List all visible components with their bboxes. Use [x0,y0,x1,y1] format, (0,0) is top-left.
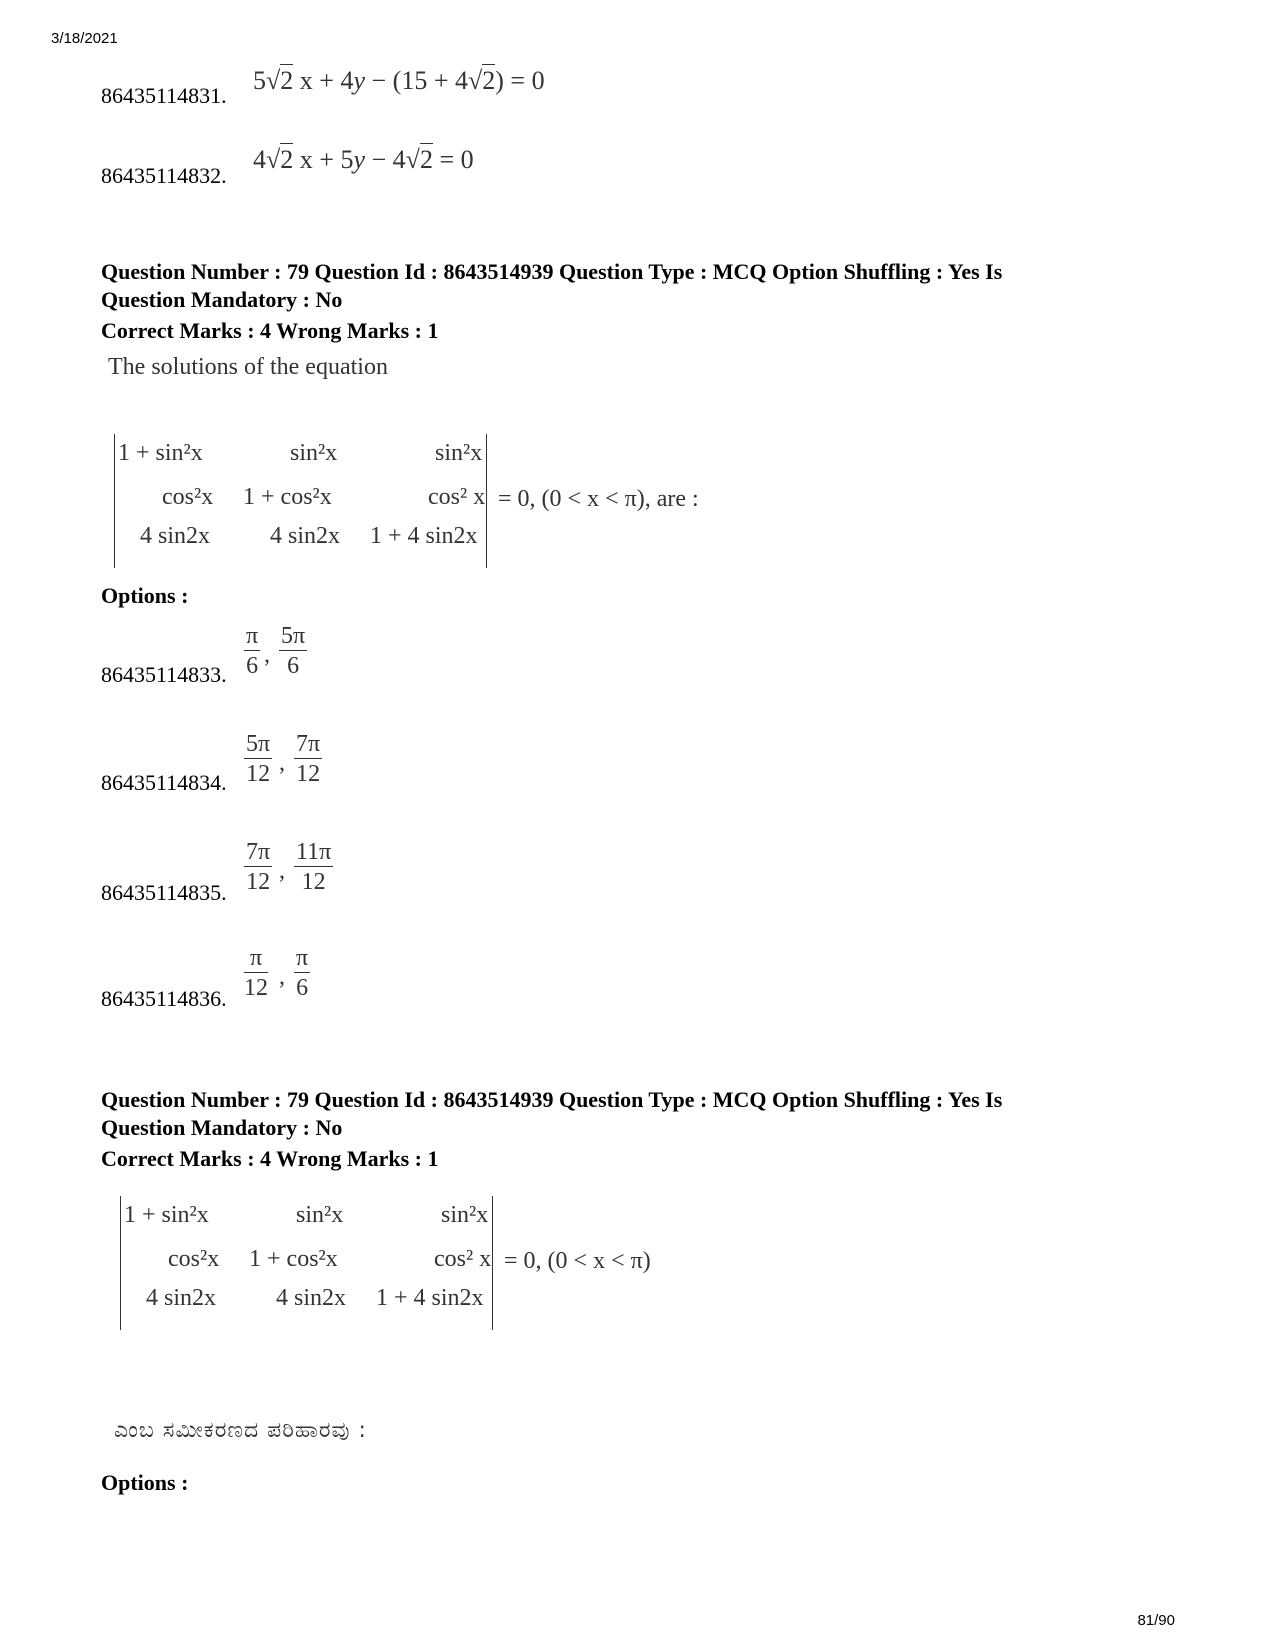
fraction: $\frac{7\pi}{12}$ [296,731,321,787]
fraction: $\frac{\pi}{12}$ [244,945,268,1001]
det-left-bar [114,434,115,568]
question-header [101,258,1181,345]
question-meta-line1: Question Number : 79 Question Id : 8643514939 Question Type : MCQ Option Shuffling : Yes Is [101,259,1003,284]
fraction: $\frac{\pi}{6}$ [246,623,259,679]
det-cell: 1 + sin²x [118,440,203,466]
option-id: 86435114835. [101,880,227,905]
fraction: $\frac{11\pi}{12}$ [296,839,332,895]
option-id: 86435114832. [101,163,227,188]
question-marks: Correct Marks : 4 Wrong Marks : 1 [101,318,439,343]
option-id: 86435114831. [101,83,227,108]
det-cell: 1 + 4 sin2x [376,1285,484,1311]
det-cell: 4 sin2x [276,1285,347,1311]
comma: , [279,750,285,776]
det-cell: 1 + 4 sin2x [370,523,478,549]
det-cell: cos²x [162,484,214,510]
question-meta-line1: Question Number : 79 Question Id : 8643514939 Question Type : MCQ Option Shuffling : Yes Is [101,1087,1003,1112]
det-right-bar [492,1196,493,1330]
det-left-bar [120,1196,121,1330]
question-header [101,1086,1181,1173]
det-cell: 4 sin2x [146,1285,217,1311]
comma: , [279,858,285,884]
question-meta-line2: Question Mandatory : No [101,287,343,312]
question-meta-line2: Question Mandatory : No [101,1115,343,1140]
det-cell: sin²x [435,440,483,466]
question-text: The solutions of the equation [108,354,388,380]
question-marks: Correct Marks : 4 Wrong Marks : 1 [101,1146,439,1171]
det-tail: = 0, (0 < x < π), are : [498,486,699,512]
determinant-equation [116,1192,716,1332]
fraction: $\frac{5\pi}{12}$ [246,731,271,787]
print-date: 3/18/2021 [51,30,118,47]
det-cell: cos² x [434,1246,492,1272]
option-3[interactable] [101,836,501,916]
option-4[interactable] [101,942,501,1022]
page-number: 81/90 [1137,1612,1175,1629]
det-tail: = 0, (0 < x < π) [504,1248,651,1274]
comma: , [264,642,270,668]
option-equation: 5√2 x + 4y − (15 + 4√2) = 0 [253,66,545,95]
question-text-kannada: ಎಂಬ ಸಮೀಕರಣದ ಪರಿಹಾರವು : [114,1418,367,1443]
options-label: Options : [101,583,189,608]
comma: , [279,964,285,990]
fraction: $\frac{5\pi}{6}$ [281,623,306,679]
det-right-bar [486,434,487,568]
option-2[interactable] [101,728,501,808]
option-id: 86435114833. [101,662,227,687]
det-cell: 1 + sin²x [124,1202,209,1228]
det-cell: sin²x [441,1202,489,1228]
fraction: $\frac{7\pi}{12}$ [246,839,271,895]
det-cell: 4 sin2x [140,523,211,549]
options-label: Options : [101,1470,189,1495]
fraction: $\frac{\pi}{6}$ [296,945,309,1001]
determinant-equation [110,430,770,570]
det-cell: sin²x [290,440,338,466]
det-cell: sin²x [296,1202,344,1228]
det-cell: 4 sin2x [270,523,341,549]
det-cell: 1 + cos²x [249,1246,338,1272]
option-equation: 4√2 x + 5y − 4√2 = 0 [253,145,474,174]
option-1[interactable] [101,620,501,700]
option-id: 86435114834. [101,770,227,795]
option-id: 86435114836. [101,986,227,1011]
det-cell: cos² x [428,484,486,510]
det-cell: 1 + cos²x [243,484,332,510]
det-cell: cos²x [168,1246,220,1272]
